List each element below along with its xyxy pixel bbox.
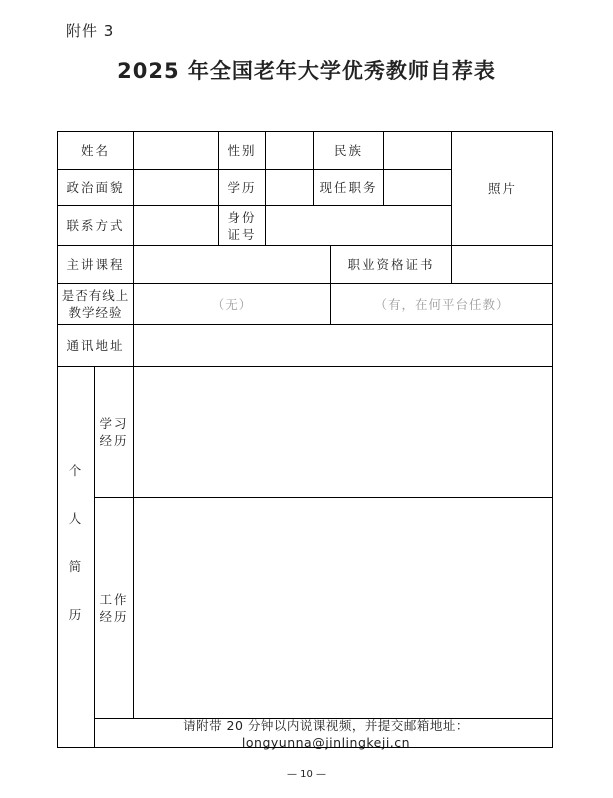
certificate-field[interactable] [451,245,553,283]
work-label-line2: 经历 [99,609,129,624]
video-submission-note: 请附带 20 分钟以内说课视频，并提交邮箱地址：longyunna@jinlingkeji.cn [94,718,553,748]
course-field[interactable] [133,245,330,283]
contact-label: 联系方式 [57,205,133,245]
ethnicity-field[interactable] [383,131,451,169]
id-label-line1: 身份 [227,209,257,225]
resume-char-1: 个 [68,463,84,478]
certificate-label: 职业资格证书 [330,245,451,283]
name-field[interactable] [133,131,218,169]
address-label: 通讯地址 [57,324,133,366]
political-status-field[interactable] [133,169,218,205]
form-title: 2025 年全国老年大学优秀教师自荐表 [117,59,496,83]
id-number-label [218,205,265,245]
online-none-option[interactable]: （无） [133,283,330,324]
gender-label: 性别 [218,131,265,169]
page-number: — 10 — [286,769,327,780]
position-label: 现任职务 [313,169,383,205]
work-label-line1: 工作 [99,592,129,607]
resume-label [57,366,94,718]
education-label: 学历 [218,169,265,205]
photo-box[interactable]: 照片 [451,131,553,245]
online-experience-label [57,283,133,324]
resume-char-3: 简 [68,559,84,574]
study-history-field[interactable] [133,366,553,497]
study-label-line1: 学习 [99,416,129,431]
id-label-line2: 证号 [227,226,257,242]
work-history-field[interactable] [133,497,553,718]
position-field[interactable] [383,169,451,205]
attachment-label: 附件 3 [66,22,115,40]
online-label-line2: 教学经验 [68,305,123,320]
gender-field[interactable] [265,131,313,169]
resume-char-4: 历 [68,607,84,622]
course-label: 主讲课程 [57,245,133,283]
resume-char-2: 人 [68,511,84,526]
study-history-label [94,366,133,497]
study-label-line2: 经历 [99,433,129,448]
id-number-field[interactable] [265,205,451,245]
address-field[interactable] [133,324,553,366]
online-label-line1: 是否有线上 [61,288,130,303]
work-history-label [94,497,133,718]
name-label: 姓名 [57,131,133,169]
online-yes-option[interactable]: （有，在何平台任教） [330,283,553,324]
education-field[interactable] [265,169,313,205]
political-status-label: 政治面貌 [57,169,133,205]
contact-field[interactable] [133,205,218,245]
self-recommendation-form [57,131,553,748]
ethnicity-label: 民族 [313,131,383,169]
